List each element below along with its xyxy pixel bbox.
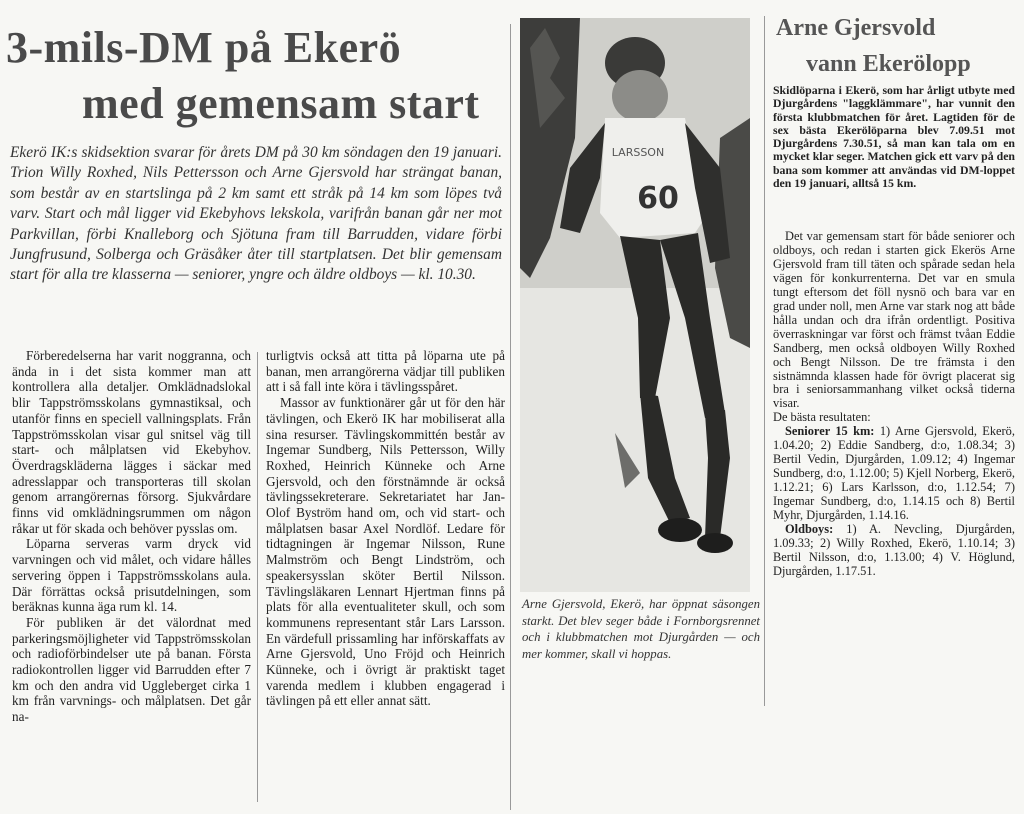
seniors-results bbox=[773, 425, 1015, 523]
article-column-2 bbox=[266, 348, 505, 709]
oldboys-text: 1) A. Nevcling, Djurgården, 1.09.33; 2) Willy Roxhed, Ekerö, 1.10.14; 3) Bertil Nilsson, d:o, 1.13.00; 4) V. Höglund, Djurgården, 1.17.51. bbox=[773, 522, 1015, 578]
column-1-paragraph-2: Löparna serveras varm dryck vid varvningen och vid målet, och vidare hålles servering öppen i Tappströmsskolans aula. Där förrättas också prisutdelningen, som beräknas kunna äga rum kl. 14. bbox=[12, 536, 251, 615]
article-lead: Ekerö IK:s skidsektion svarar för årets DM på 30 km söndagen den 19 januari. Trion Willy Roxhed, Nils Pettersson och Arne Gjersvold har strängat banan, som består av en startslinga på 2 km samt ett stråk på 14 km som löpes två varv. Start och mål ligger vid Ekebyhovs lekskola, varifrån banan går ner mot Parkvillan, förbi Knalleborg och Sjötuna fram till Barrudden, vidare förbi Jungfrusund, Solberga och Gräsåker åter till startplatsen. Det blir gemensam start för alla tre klasserna — seniorer, yngre och äldre oldboys — kl. 10.30. bbox=[10, 144, 502, 284]
column-divider bbox=[257, 352, 258, 802]
seniors-label: Seniorer 15 km: bbox=[785, 424, 875, 439]
column-1-paragraph-1: Förberedelserna har varit noggranna, och ända in i det sista kommer man att kontrollera alla detaljer. Omklädnadslokal blir Tappströmsskolans gymnastiksal, och utanför finns en speciell vallningsplats. Från Tappströmsskolan visar gul snitsel väg till start- och målplatsen vid Ekebyhov. Överdragskläderna lägges i säckar med adresslappar och transporteras till skolan genom arrangörernas försorg. Sjukvårdare finns vid omklädningsrummen om någon råkar ut för skada och behöver pysslas om. bbox=[12, 348, 251, 536]
right-title-line-2: vann Ekerölopp bbox=[806, 51, 971, 77]
headline-line-2: med gemensam start bbox=[82, 79, 480, 128]
column-2-paragraph-2: Massor av funktionärer går ut för den här tävlingen, och Ekerö IK har mobiliserat alla sina resurser. Tävlingskommittén består av Ingemar Sundberg, Nils Pettersson, Willy Roxhed, Heinrich Künneke och Arne Gjersvold, och den förstnämnde är också tävlingssekreterare. Sekretariatet har Jan-Olof Byström hand om, och vid start- och målplatsen basar Axel Nordlöf. Ledare för tidtagningen är Ingemar Nilsson, Rune Malmström och Bengt Lindström, och speakersysslan sköter Bertil Nilsson. Tävlingsläkaren Lennart Hjertman finns på plats för alla eventualiteter skull, och som kommunens representant står Lars Larsson. En värdefull prissamling har införskaffats av Arne Gjersvold, Uno Fröjd och Heinrich Künneke, och i övrigt är praktiskt taget varenda medlem i klubben engagerad i tävlingen på ett eller annat sätt. bbox=[266, 395, 505, 709]
article-column-1 bbox=[12, 348, 251, 725]
right-column-divider bbox=[764, 16, 765, 706]
photo-caption: Arne Gjersvold, Ekerö, har öppnat säsongen starkt. Det blev seger både i Fornborgsrennet och i klubbmatchen mot Djurgården — och mer kommer, skall vi hoppas. bbox=[522, 597, 760, 661]
right-article-lead: Skidlöparna i Ekerö, som har årligt utbyte med Djurgårdens "laggklämmare", har vunnit den första klubbmatchen för året. Lagtiden för de sex bästa Ekerölöparna blev 7.09.51 mot Djurgårdens 7.30.51, så man kan tala om en mycket klar seger. Matchen gick ett varv på den bana som kommer att användas vid DM-loppet den 19 januari, alltså 15 km. bbox=[773, 83, 1015, 191]
article-divider bbox=[510, 24, 511, 810]
seniors-text: 1) Arne Gjersvold, Ekerö, 1.04.20; 2) Eddie Sandberg, d:o, 1.08.34; 3) Bertil Vedin, Djurgården, 1.09.12; 4) Ingemar Sundberg, d:o, 1.12.00; 5) Kjell Norberg, Ekerö, 1.12.21; 6) Lars Karlsson, d:o, 1.12.54; 7) Ingemar Sundberg, d:o, 1.14.15 och 8) Bertil Myhr, Djurgården, 1.14.16. bbox=[773, 424, 1015, 523]
skier-illustration bbox=[520, 18, 750, 592]
column-1-paragraph-3: För publiken är det välordnat med parkeringsmöjligheter vid Tappströmsskolan och radioförbindelser ute på banan. Första radiokontrollen ligger vid Barrudden efter 7 km och den andra vid Uggleberget cirka 1 km från varvnings- och målplatsen. Det går na- bbox=[12, 614, 251, 725]
oldboys-results bbox=[773, 523, 1015, 579]
right-paragraph-1: Det var gemensam start för både seniorer och oldboys, och redan i starten gick Ekerös Arne Gjersvold fram till täten och spårade sedan hela vägen för konkurrenterna. Det var en smula tungt eftersom det föll nysnö och bara var en grad under noll, men Arne var stark nog att både hålla undan och dra ifrån ordentligt. Positiva överraskningar var först och främst tvåan Eddie Sandberg, men också oldboyen Willy Roxhed och Bengt Nilsson. De tre främsta i den sistnämnda klassen hade för övrigt placerat sig bra i seniorsammanhang vilket också tiderna visar. bbox=[773, 229, 1015, 411]
bib-number: 60 bbox=[637, 181, 679, 216]
oldboys-label: Oldboys: bbox=[785, 522, 834, 537]
column-2-paragraph-1: turligtvis också att titta på löparna ute på banan, men arrangörerna vädjar till publiken att i så fall inte köra i tävlingsspåret. bbox=[266, 348, 505, 395]
results-heading: De bästa resultaten: bbox=[773, 410, 871, 425]
bib-name: LARSSON bbox=[611, 146, 665, 159]
skier-photo bbox=[520, 18, 750, 592]
right-title-line-1: Arne Gjersvold bbox=[776, 15, 936, 41]
headline-line-1: 3-mils-DM på Ekerö bbox=[6, 23, 402, 72]
right-article-body bbox=[773, 230, 1015, 579]
